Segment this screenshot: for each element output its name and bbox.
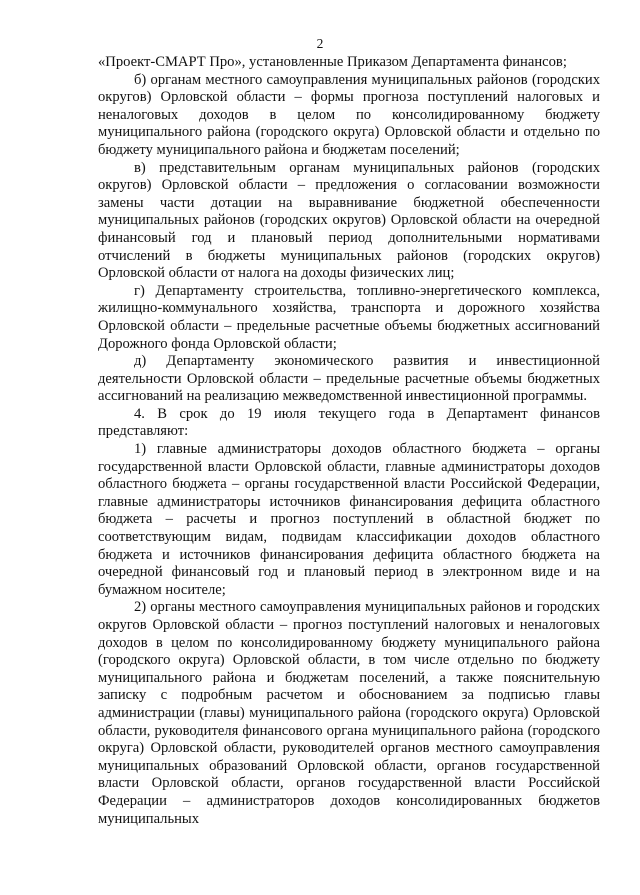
paragraph-item-b: б) органам местного самоуправления муниципальных районов (городских округов) Орловской области – формы прогноза поступлений налоговых и неналоговых доходов в целом по консолидированному бюджету муниципального района (городского округа) Орловской области и отдельно по бюджету муниципального района и бюджетам поселений; xyxy=(98,71,600,158)
paragraph-item-v: в) представительным органам муниципальных районов (городских округов) Орловской области – предложения о согласовании возможности замены части дотации на выравнивание бюджетной обеспеченности муниципальных районов (городских округов) Орловской области на очередной финансовый год и плановый период дополнительными нормативами отчислений в бюджеты муниципальных районов (городских округов) Орловской области от налога на доходы физических лиц; xyxy=(98,159,600,282)
document-text xyxy=(98,54,600,828)
paragraph-continuation: «Проект-СМАРТ Про», установленные Приказом Департамента финансов; xyxy=(98,54,567,70)
page-number: 2 xyxy=(316,36,324,51)
paragraph-item-d: д) Департаменту экономического развития и инвестиционной деятельности Орловской области – предельные расчетные объемы бюджетных ассигнований на реализацию межведомственной инвестиционной программы. xyxy=(98,353,600,405)
paragraph-item-1: 1) главные администраторы доходов областного бюджета – органы государственной власти Орловской области, главные администраторы доходов областного бюджета – органы государственной власти Российской Федерации, главные администраторы источников финансирования дефицита областного бюджета – расчеты и прогноз поступлений в областной бюджет по соответствующим видам, подвидам классификации доходов областного бюджета и источников финансирования дефицита областного бюджета на очередной финансовый год и плановый период в электронном виде и на бумажном носителе; xyxy=(98,441,600,598)
paragraph-item-2: 2) органы местного самоуправления муниципальных районов и городских округов Орловской области – прогноз поступлений налоговых и неналоговых доходов в целом по консолидированному бюджету муниципального района (городского округа) Орловской области, в том числе отдельно по бюджету муниципального района и бюджетам поселений, а также пояснительную записку с подробным расчетом и обоснованием за подписью главы администрации (главы) муниципального района (городского округа) Орловской области, руководителя финансового органа муниципального района (городского округа) Орловской области, руководителей органов местного самоуправления муниципальных образований Орловской области, органов государственной власти Орловской области, органов государственной власти Российской Федерации – администраторов доходов консолидированных бюджетов муниципальных xyxy=(98,599,600,827)
paragraph-item-g: г) Департаменту строительства, топливно-энергетического комплекса, жилищно-коммунального хозяйства, транспорта и дорожного хозяйства Орловской области – предельные расчетные объемы бюджетных ассигнований Дорожного фонда Орловской области; xyxy=(98,282,600,352)
paragraph-section-4: 4. В срок до 19 июля текущего года в Департамент финансов представляют: xyxy=(98,405,600,440)
